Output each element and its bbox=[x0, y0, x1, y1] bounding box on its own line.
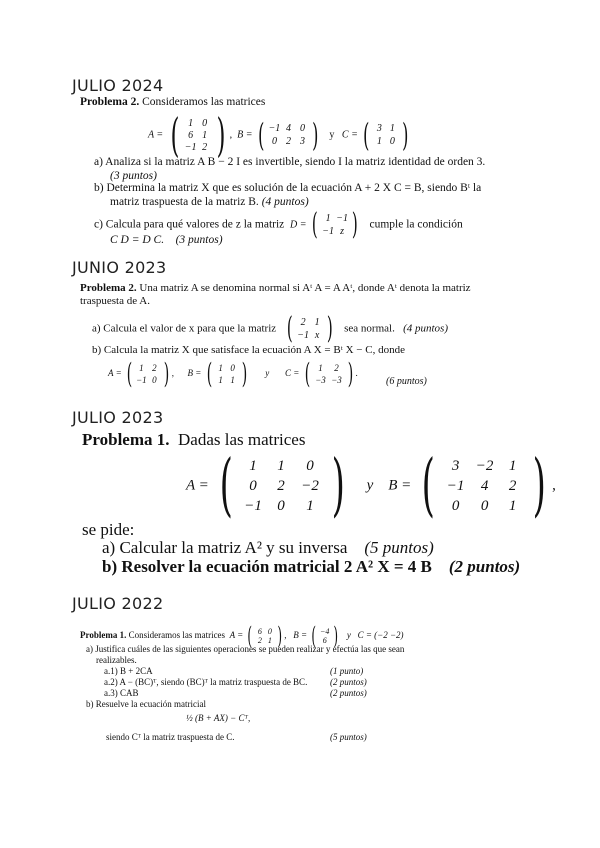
matrix-b: ( 1 0 1 1 ) bbox=[206, 357, 247, 390]
part-a-points: (3 puntos) bbox=[110, 170, 157, 182]
matrix-c: ( 1 2 −3 −3 ) bbox=[304, 357, 353, 390]
conjunction: y bbox=[366, 477, 374, 494]
matrix-a-label: A = bbox=[108, 368, 122, 379]
part-c-points: (3 puntos) bbox=[175, 234, 223, 246]
list-item-a3-points: (2 puntos) bbox=[330, 688, 367, 698]
matrix-d-label: D = bbox=[290, 219, 307, 231]
matrix-a-label: A = bbox=[186, 477, 209, 494]
se-pide: se pide: bbox=[82, 520, 135, 539]
matrix-b-cells: −4 6 bbox=[319, 627, 330, 645]
part-b: b) Resuelve la ecuación matricial bbox=[86, 699, 206, 709]
matrix-b-cells: −1 4 0 0 2 3 bbox=[268, 123, 305, 147]
matrix-row: A = ( 1 1 0 0 2 −2 −1 0 1 ) y B = ( 3 −2 1 −1 4 2 0 0 1 ) , bbox=[186, 446, 556, 525]
matrix-c-cells: 1 2 −3 −3 bbox=[315, 363, 342, 385]
problem-label: Problema 1. bbox=[80, 630, 127, 641]
matrix-a-cells: 1 2 −1 0 bbox=[136, 363, 157, 385]
part-a: a) Justifica cuáles de las siguientes operaciones se pueden realizar y efectúa las que sean bbox=[86, 644, 405, 654]
matrix-row: A = ( 1 2 −1 0 ) , B = ( 1 0 1 1 ) y C = ( 1 2 −3 −3 ) . bbox=[108, 357, 358, 390]
part-b-note: siendo Cᵀ la matriz traspuesta de C. bbox=[106, 732, 235, 742]
part-b-points: (4 puntos) bbox=[261, 196, 309, 208]
part-b-points: (6 puntos) bbox=[386, 376, 427, 387]
part-a: a) Analiza si la matriz A B − 2 I es invertible, siendo I la matriz identidad de orden 3. bbox=[94, 156, 486, 168]
problem-label: Problema 1. bbox=[82, 430, 170, 449]
matrix-a-cells: 1 0 6 1 −1 2 bbox=[184, 117, 208, 153]
matrix-a: ( 6 0 2 1 ) bbox=[247, 622, 282, 650]
part-a-line2: realizables. bbox=[96, 655, 137, 665]
matrix-a-cells: 1 1 0 0 2 −2 −1 0 1 bbox=[244, 457, 319, 514]
matrix-b: ( 3 −2 1 −1 4 2 0 0 1 ) bbox=[421, 446, 546, 525]
part-b-points: (2 puntos) bbox=[448, 557, 521, 576]
matrix-b: ( −1 4 0 0 2 3 ) bbox=[258, 116, 319, 154]
list-item-a1: a.1) B + 2CA bbox=[104, 666, 153, 676]
matrix-m-cells: 2 1 −1 x bbox=[297, 317, 320, 341]
conjunction: y bbox=[265, 368, 270, 379]
problem-intro: Consideramos las matrices bbox=[128, 630, 226, 641]
list-item-a3: a.3) CAB bbox=[104, 688, 139, 698]
part-b-line2: matriz traspuesta de la matriz B. (4 puntos) bbox=[110, 196, 309, 208]
list-item-a2: a.2) A − (BC)ᵀ, siendo (BC)ᵀ la matriz traspuesta de BC. bbox=[104, 677, 308, 687]
matrix-c-label: C = bbox=[285, 368, 300, 379]
section-heading-julio-2024: JULIO 2024 bbox=[72, 76, 164, 95]
problem-intro: Consideramos las matrices bbox=[142, 96, 266, 108]
matrix-c-inline: C = (−2 −2) bbox=[357, 630, 404, 641]
matrix-b-label: B = bbox=[237, 129, 253, 141]
part-a: a) Calcula el valor de x para que la matriz ( 2 1 −1 x ) sea normal. (4 puntos) bbox=[92, 311, 448, 346]
problem-label: Problema 2. bbox=[80, 282, 137, 294]
matrix-d: ( 1 −1 −1 z ) bbox=[312, 207, 358, 242]
part-b: b) Resolver la ecuación matricial 2 A² X = 4 B (2 puntos) bbox=[102, 557, 521, 576]
part-c: c) Calcula para qué valores de z la matriz D = ( 1 −1 −1 z ) cumple la condición bbox=[94, 207, 463, 242]
matrix-c: ( 3 1 1 0 ) bbox=[363, 116, 409, 154]
matrix-b: ( −4 6 ) bbox=[311, 622, 338, 650]
problem-label: Problema 2. bbox=[80, 96, 140, 108]
part-b-points: (5 puntos) bbox=[330, 732, 367, 742]
matrix-a: ( 1 2 −1 0 ) bbox=[126, 357, 170, 390]
matrix-row: A = ( 1 0 6 1 −1 2 ) , B = ( −1 4 0 0 2 3 ) y C = ( 3 1 1 0 ) bbox=[148, 112, 411, 158]
section-heading-junio-2023: JUNIO 2023 bbox=[72, 258, 167, 277]
matrix-b-label: B = bbox=[293, 630, 308, 641]
matrix-b-label: B = bbox=[388, 477, 412, 494]
section-heading-julio-2022: JULIO 2022 bbox=[72, 594, 164, 613]
matrix-c-label: C = bbox=[341, 129, 358, 141]
matrix-a-label: A = bbox=[148, 129, 164, 141]
matrix-b-cells: 3 −2 1 −1 4 2 0 0 1 bbox=[446, 457, 517, 514]
matrix-a: ( 1 1 0 0 2 −2 −1 0 1 ) bbox=[219, 446, 345, 525]
matrix-d-cells: 1 −1 −1 z bbox=[322, 213, 348, 237]
problem-line2: traspuesta de A. bbox=[80, 295, 150, 307]
list-item-a2-points: (2 puntos) bbox=[330, 677, 367, 687]
part-c-line2: C D = D C. (3 puntos) bbox=[110, 234, 223, 246]
conjunction: y bbox=[346, 630, 351, 641]
matrix-m: ( 2 1 −1 x ) bbox=[287, 311, 333, 346]
conjunction: y bbox=[329, 129, 335, 141]
part-a-points: (5 puntos) bbox=[364, 538, 434, 557]
matrix-c-cells: 3 1 1 0 bbox=[376, 123, 395, 147]
matrix-a-cells: 6 0 2 1 bbox=[257, 627, 272, 645]
part-b: b) Calcula la matriz X que satisface la ecuación A X = Bᵗ X − C, donde bbox=[92, 344, 405, 356]
list-item-a1-points: (1 punto) bbox=[330, 666, 364, 676]
matrix-b-label: B = bbox=[187, 368, 202, 379]
part-a-points: (4 puntos) bbox=[403, 322, 448, 335]
equation: ½ (B + AX) − Cᵀ, bbox=[186, 713, 251, 723]
part-a: a) Calcular la matriz A² y su inversa (5 puntos) bbox=[102, 538, 434, 557]
part-b: b) Determina la matriz X que es solución de la ecuación A + 2 X C = B, siendo Bᵗ la bbox=[94, 182, 482, 194]
matrix-a: ( 1 0 6 1 −1 2 ) bbox=[170, 108, 226, 162]
problem-intro: Dadas las matrices bbox=[178, 430, 306, 449]
matrix-a-label: A = bbox=[229, 630, 244, 641]
problem-line1: Una matriz A se denomina normal si Aᵗ A = A Aᵗ, donde Aᵗ denota la matriz bbox=[139, 282, 471, 294]
section-heading-julio-2023: JULIO 2023 bbox=[72, 408, 164, 427]
matrix-b-cells: 1 0 1 1 bbox=[218, 363, 235, 385]
